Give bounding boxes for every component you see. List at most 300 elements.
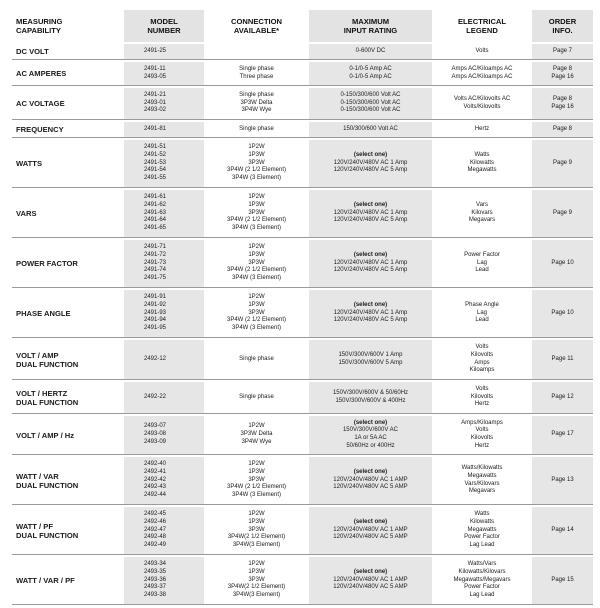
model-number-cell-line: 2493-01: [144, 99, 167, 106]
electrical-legend-cell-line: Megawatts: [467, 526, 497, 533]
header-measuring-line-1: MEASURING: [16, 17, 63, 26]
measuring-capability-cell: [12, 507, 124, 555]
connection-cell-line: 3P4W(2 1/2 Element): [227, 584, 286, 591]
order-info-cell-line: Page 7: [552, 47, 573, 54]
header-input-line-2: INPUT RATING: [343, 26, 398, 35]
measuring-capability-cell-line: DUAL FUNCTION: [16, 359, 79, 369]
input-rating-cell-line: 150V/300V/600V & 50/60Hz: [332, 389, 409, 396]
connection-cell-line: 3P4W (2 1/2 Element): [226, 167, 287, 174]
electrical-legend-cell-line: Megawatts: [467, 167, 497, 174]
measuring-capability-cell: [12, 290, 124, 338]
table-row: [12, 382, 593, 414]
header-model-line-2: NUMBER: [147, 26, 181, 35]
input-rating-cell-line: 120V/240V/480V AC 1 AMP: [333, 476, 408, 483]
order-info-cell-line: Page 17: [551, 431, 574, 438]
model-number-cell-line: 2491-72: [144, 251, 167, 258]
input-rating-cell-line: 150V/300V/600V 1 Amp: [338, 351, 403, 358]
input-rating-cell-line: 120V/240V/480V AC 5 Amp: [333, 167, 408, 174]
electrical-legend-cell-line: Phase Angle: [465, 301, 499, 308]
measuring-capability-cell: [12, 240, 124, 288]
model-number-cell-line: 2492-22: [144, 393, 167, 400]
measuring-capability-cell-line: WATT / PF: [16, 521, 53, 531]
connection-cell-line: 3P4W(3 Element): [232, 592, 281, 599]
electrical-legend-cell-line: Vars: [476, 201, 488, 208]
input-rating-cell-line: 120V/240V/480V AC 1 Amp: [333, 309, 408, 316]
order-info-cell: [532, 382, 593, 414]
measuring-capability-cell-line: VOLT / HERTZ: [16, 388, 68, 398]
electrical-legend-cell-line: Lag Lead: [469, 592, 495, 599]
measuring-capability-cell-line: DC VOLT: [16, 47, 49, 56]
electrical-legend-cell-line: Amps AC/Kiloamps AC: [451, 73, 513, 80]
measuring-capability-cell-line: VOLT / AMP / Hz: [16, 430, 75, 440]
electrical-legend-cell: [432, 416, 532, 455]
connection-cell-line: Single phase: [239, 355, 274, 362]
model-number-cell-line: 2491-61: [144, 194, 167, 201]
table-row: [12, 122, 593, 138]
measuring-capability-cell: [12, 382, 124, 414]
select-one-note: (select one): [353, 151, 388, 158]
model-number-cell-line: 2491-51: [144, 144, 167, 151]
model-number-cell: [124, 416, 204, 455]
model-number-cell-line: 2492-44: [144, 492, 167, 499]
measuring-capability-cell-line: WATT / VAR / PF: [16, 576, 75, 585]
model-number-cell-line: 2493-02: [144, 107, 167, 114]
model-number-cell-line: 2492-47: [144, 526, 167, 533]
electrical-legend-cell-line: Kilowatts/Kilovars: [458, 568, 506, 575]
order-info-cell: [532, 240, 593, 288]
input-rating-cell: [309, 290, 432, 338]
table-row: [12, 557, 593, 605]
model-number-cell-line: 2491-74: [144, 267, 167, 274]
electrical-legend-cell-line: Kilovolts: [470, 435, 494, 441]
order-info-cell: [532, 140, 593, 188]
electrical-legend-cell: [432, 88, 532, 120]
order-info-cell: [532, 290, 593, 338]
model-number-cell-line: 2491-91: [144, 294, 167, 301]
connection-cell-line: 3P3W Delta: [240, 99, 273, 106]
order-info-cell-line: Page 9: [552, 159, 573, 166]
model-number-cell-line: 2491-53: [144, 159, 167, 166]
order-info-cell: [532, 416, 593, 455]
model-number-cell-line: 2491-95: [144, 325, 167, 332]
electrical-legend-cell-line: Amps: [474, 359, 490, 366]
header-legend-line-1: ELECTRICAL: [457, 17, 507, 26]
connection-cell-line: 1P2W: [248, 511, 265, 518]
connection-cell-line: 3P4W (2 1/2 Element): [226, 317, 287, 324]
model-number-cell-line: 2493-09: [144, 438, 167, 445]
order-info-cell-line: Page 16: [551, 73, 574, 80]
measuring-capability-cell-line: DUAL FUNCTION: [16, 530, 79, 540]
connection-cell: [204, 507, 309, 555]
connection-cell-line: 3P4W (3 Element): [231, 325, 282, 332]
connection-cell: [204, 557, 309, 605]
order-info-cell: [532, 62, 593, 86]
connection-cell-line: 3P4W (2 1/2 Element): [226, 484, 287, 491]
connection-cell-line: Single phase: [239, 125, 274, 132]
connection-cell-line: 1P2W: [248, 144, 265, 151]
measuring-capability-cell-line: VARS: [16, 209, 37, 218]
model-number-cell-line: 2491-94: [144, 317, 167, 324]
electrical-legend-cell-line: Power Factor: [464, 251, 500, 258]
input-rating-cell-line: 150/300/600 Volt AC: [343, 125, 398, 132]
connection-cell-line: 3P3W: [248, 159, 265, 166]
measuring-capability-cell: [12, 122, 124, 138]
order-info-cell-line: Page 11: [551, 355, 574, 362]
connection-cell-line: 3P4W (3 Element): [231, 492, 282, 499]
product-selection-table: [12, 8, 593, 607]
input-rating-cell-line: 150V/300V/600V 5 Amp: [338, 359, 403, 366]
input-rating-cell-line: 120V/240V/480V AC 5 Amp: [333, 217, 408, 224]
connection-cell-line: 3P3W: [248, 209, 265, 216]
measuring-capability-cell-line: WATTS: [16, 159, 43, 168]
order-info-cell-line: Page 15: [551, 576, 574, 583]
input-rating-cell-line: 120V/240V/480V AC 1 AMP: [333, 526, 408, 533]
model-number-cell-line: 2492-41: [144, 468, 167, 475]
input-rating-cell-line: 150V/300V/600V AC: [342, 427, 399, 434]
model-number-cell: [124, 382, 204, 414]
model-number-cell-line: 2492-12: [144, 355, 167, 362]
select-one-note: (select one): [353, 251, 388, 258]
model-number-cell: [124, 190, 204, 238]
order-info-cell-line: Page 12: [551, 393, 574, 400]
connection-cell-line: 1P3W: [248, 518, 265, 525]
header-connection-line-1: CONNECTION: [230, 17, 283, 26]
connection-cell-line: 1P2W: [248, 194, 265, 201]
electrical-legend-cell-line: Watts: [474, 511, 490, 518]
electrical-legend-cell-line: Kilowatts: [469, 159, 494, 166]
table-row: [12, 240, 593, 288]
measuring-capability-cell-line: POWER FACTOR: [16, 259, 78, 268]
order-info-cell: [532, 44, 593, 60]
header-electrical-legend: [432, 10, 532, 42]
order-info-cell-line: Page 14: [551, 526, 574, 533]
connection-cell-line: 1P3W: [248, 201, 265, 208]
connection-cell: [204, 382, 309, 414]
measuring-capability-cell: [12, 340, 124, 380]
input-rating-cell: [309, 340, 432, 380]
electrical-legend-cell: [432, 290, 532, 338]
measuring-capability-cell: [12, 88, 124, 120]
electrical-legend-cell-line: Volts/Kilovolts: [463, 103, 501, 110]
electrical-legend-cell-line: Kilovars: [471, 209, 493, 216]
electrical-legend-cell-line: Watts/Kilowatts: [461, 465, 503, 472]
electrical-legend-cell-line: Volts: [475, 47, 489, 54]
connection-cell: [204, 457, 309, 505]
electrical-legend-cell-line: Volts AC/Kilovolts AC: [453, 95, 511, 102]
product-selection-table-container: [12, 8, 593, 607]
order-info-cell-line: Page 8: [552, 125, 573, 132]
electrical-legend-cell-line: Watts: [474, 151, 490, 158]
header-order-line-2: INFO.: [552, 26, 573, 35]
measuring-capability-cell-line: DUAL FUNCTION: [16, 480, 79, 490]
order-info-cell-line: Page 16: [551, 103, 574, 110]
connection-cell-line: 3P4W (2 1/2 Element): [226, 217, 287, 224]
connection-cell: [204, 190, 309, 238]
header-model-number: [124, 10, 204, 42]
model-number-cell-line: 2492-42: [144, 476, 167, 483]
input-rating-cell: [309, 507, 432, 555]
input-rating-cell-line: 120V/240V/480V AC 1 Amp: [333, 209, 408, 216]
order-info-cell: [532, 88, 593, 120]
connection-cell-line: 1P2W: [248, 423, 265, 430]
connection-cell-line: 1P3W: [248, 468, 265, 475]
table-row: [12, 44, 593, 60]
model-number-cell: [124, 88, 204, 120]
electrical-legend-cell-line: Hertz: [474, 442, 490, 449]
electrical-legend-cell: [432, 62, 532, 86]
electrical-legend-cell: [432, 340, 532, 380]
order-info-cell: [532, 557, 593, 605]
select-one-note: (select one): [353, 518, 388, 525]
electrical-legend-cell: [432, 190, 532, 238]
input-rating-cell-line: 50/60Hz or 400Hz: [346, 442, 395, 449]
electrical-legend-cell-line: Power Factor: [464, 534, 500, 541]
input-rating-cell: [309, 62, 432, 86]
table-row: [12, 290, 593, 338]
header-measuring-line-2: CAPABILITY: [16, 26, 61, 35]
model-number-cell-line: 2492-43: [144, 484, 167, 491]
connection-cell-line: 3P4W (3 Element): [231, 175, 282, 182]
measuring-capability-cell: [12, 416, 124, 455]
table-row: [12, 340, 593, 380]
measuring-capability-cell: [12, 140, 124, 188]
model-number-cell-line: 2492-45: [144, 511, 167, 518]
order-info-cell: [532, 507, 593, 555]
connection-cell-line: Single phase: [239, 393, 274, 400]
connection-cell-line: 1P3W: [248, 151, 265, 158]
header-order-line-1: ORDER: [548, 17, 577, 26]
measuring-capability-cell-line: AC VOLTAGE: [16, 99, 65, 108]
model-number-cell-line: 2491-21: [144, 91, 167, 98]
input-rating-cell: [309, 122, 432, 138]
electrical-legend-cell-line: Watts/Vars: [467, 561, 497, 568]
measuring-capability-cell-line: FREQUENCY: [16, 125, 64, 134]
electrical-legend-cell-line: Megavars: [468, 488, 496, 495]
measuring-capability-cell: [12, 457, 124, 505]
electrical-legend-cell: [432, 44, 532, 60]
connection-cell-line: Single phase: [239, 91, 274, 98]
order-info-cell-line: Page 8: [552, 65, 573, 72]
order-info-cell-line: Page 9: [552, 209, 573, 216]
select-one-note: (select one): [353, 419, 388, 426]
input-rating-cell: [309, 88, 432, 120]
connection-cell: [204, 122, 309, 138]
measuring-capability-cell: [12, 190, 124, 238]
measuring-capability-cell: [12, 62, 124, 86]
connection-cell: [204, 62, 309, 86]
electrical-legend-cell-line: Lag: [476, 309, 487, 316]
input-rating-cell-line: 120V/240V/480V AC 5 AMP: [333, 534, 408, 541]
model-number-cell-line: 2491-62: [144, 201, 167, 208]
model-number-cell-line: 2491-52: [144, 151, 167, 158]
model-number-cell-line: 2492-46: [144, 518, 167, 525]
connection-cell-line: 3P4W(3 Element): [232, 542, 281, 549]
electrical-legend-cell-line: Vars/Kilovars: [464, 480, 500, 487]
select-one-note: (select one): [353, 468, 388, 475]
model-number-cell-line: 2491-92: [144, 301, 167, 308]
electrical-legend-cell: [432, 140, 532, 188]
input-rating-cell-line: 0-150/300/600 Volt AC: [340, 99, 401, 106]
electrical-legend-cell-line: Amps AC/Kiloamps AC: [451, 65, 513, 72]
measuring-capability-cell: [12, 44, 124, 60]
model-number-cell-line: 2493-38: [144, 592, 167, 599]
connection-cell-line: 3P3W: [248, 526, 265, 533]
model-number-cell: [124, 62, 204, 86]
input-rating-cell-line: 120V/240V/480V AC 1 AMP: [333, 576, 408, 583]
table-row: [12, 507, 593, 555]
electrical-legend-cell: [432, 122, 532, 138]
model-number-cell-line: 2491-64: [144, 217, 167, 224]
electrical-legend-cell-line: Volts: [475, 427, 489, 434]
input-rating-cell-line: 0-1/0-5 Amp AC: [349, 73, 392, 80]
connection-cell-line: 1P3W: [248, 251, 265, 258]
model-number-cell: [124, 140, 204, 188]
connection-cell-line: 3P4W (3 Element): [231, 225, 282, 232]
measuring-capability-cell: [12, 557, 124, 605]
model-number-cell: [124, 122, 204, 138]
input-rating-cell: [309, 44, 432, 60]
measuring-capability-cell-line: AC AMPERES: [16, 69, 67, 78]
connection-cell-line: 3P3W Delta: [240, 431, 273, 438]
table-row: [12, 190, 593, 238]
model-number-cell-line: 2491-65: [144, 225, 167, 232]
input-rating-cell-line: 120V/240V/480V AC 1 Amp: [333, 159, 408, 166]
connection-cell: [204, 340, 309, 380]
electrical-legend-cell-line: Amps/Kiloamps: [461, 419, 503, 426]
table-row: [12, 88, 593, 120]
electrical-legend-cell-line: Kilowatts: [469, 518, 494, 525]
model-number-cell-line: 2493-08: [144, 431, 167, 438]
connection-cell: [204, 44, 309, 60]
connection-cell-line: 1P3W: [248, 301, 265, 308]
electrical-legend-cell: [432, 457, 532, 505]
table-row: [12, 457, 593, 505]
electrical-legend-cell-line: Kilovolts: [470, 351, 494, 358]
connection-cell-line: Single phase: [239, 65, 274, 72]
input-rating-cell: [309, 557, 432, 605]
model-number-cell: [124, 457, 204, 505]
header-connection-line-2: AVAILABLE*: [233, 26, 280, 35]
connection-cell-line: 1P2W: [248, 244, 265, 251]
input-rating-cell: [309, 416, 432, 455]
connection-cell: [204, 416, 309, 455]
electrical-legend-cell: [432, 382, 532, 414]
connection-cell-line: 1P3W: [248, 568, 265, 575]
electrical-legend-cell: [432, 507, 532, 555]
measuring-capability-cell-line: VOLT / AMP: [16, 350, 59, 360]
electrical-legend-cell-line: Megavars: [468, 217, 496, 224]
input-rating-cell-line: 150V/300V/600V & 400Hz: [335, 397, 406, 404]
input-rating-cell-line: 0-1/0-5 Amp AC: [349, 65, 392, 72]
electrical-legend-cell-line: Volts: [475, 344, 489, 351]
model-number-cell-line: 2493-34: [144, 561, 167, 568]
input-rating-cell-line: 120V/240V/480V AC 1 Amp: [333, 259, 408, 266]
header-connection-available: [204, 10, 309, 42]
order-info-cell-line: Page 13: [551, 476, 574, 483]
order-info-cell: [532, 340, 593, 380]
electrical-legend-cell-line: Kiloamps: [469, 367, 495, 374]
input-rating-cell-line: 0-150/300/600 Volt AC: [340, 107, 401, 114]
input-rating-cell-line: 120V/240V/480V AC 5 Amp: [333, 267, 408, 274]
model-number-cell: [124, 340, 204, 380]
input-rating-cell-line: 120V/240V/480V AC 5 AMP: [333, 484, 408, 491]
input-rating-cell: [309, 240, 432, 288]
connection-cell-line: 3P4W (2 1/2 Element): [226, 267, 287, 274]
model-number-cell-line: 2491-75: [144, 275, 167, 282]
model-number-cell-line: 2491-11: [144, 65, 166, 72]
input-rating-cell-line: 120V/240V/480V AC 5 Amp: [333, 317, 408, 324]
select-one-note: (select one): [353, 201, 388, 208]
model-number-cell: [124, 557, 204, 605]
model-number-cell: [124, 507, 204, 555]
input-rating-cell: [309, 190, 432, 238]
model-number-cell-line: 2493-36: [144, 576, 167, 583]
table-row: [12, 140, 593, 188]
input-rating-cell-line: 1A or 5A AC: [354, 435, 387, 441]
model-number-cell-line: 2491-73: [144, 259, 167, 266]
model-number-cell-line: 2493-07: [144, 423, 167, 430]
input-rating-cell: [309, 382, 432, 414]
order-info-cell: [532, 122, 593, 138]
electrical-legend-cell-line: Megawatts: [467, 472, 497, 479]
model-number-cell-line: 2491-54: [144, 167, 167, 174]
connection-cell-line: 1P2W: [248, 461, 265, 468]
connection-cell-line: 3P3W: [248, 576, 265, 583]
header-measuring-capability: [12, 10, 124, 42]
connection-cell-line: 3P3W: [248, 476, 265, 483]
model-number-cell-line: 2492-49: [144, 542, 167, 549]
connection-cell: [204, 140, 309, 188]
connection-cell-line: 3P3W: [248, 259, 265, 266]
order-info-cell-line: Page 10: [551, 259, 574, 266]
electrical-legend-cell-line: Lag Lead: [469, 542, 495, 549]
connection-cell-line: 3P4W Wye: [241, 107, 272, 114]
input-rating-cell-line: 120V/240V/480V AC 5 AMP: [333, 584, 408, 591]
input-rating-cell-line: 0-600V DC: [355, 47, 386, 54]
header-maximum-input-rating: [309, 10, 432, 42]
electrical-legend-cell: [432, 557, 532, 605]
connection-cell: [204, 88, 309, 120]
model-number-cell: [124, 44, 204, 60]
header-order-info: [532, 10, 593, 42]
model-number-cell-line: 2491-71: [144, 244, 167, 251]
model-number-cell-line: 2492-48: [144, 534, 167, 541]
order-info-cell-line: Page 10: [551, 309, 574, 316]
electrical-legend-cell-line: Hertz: [474, 125, 490, 132]
header-input-line-1: MAXIMUM: [351, 17, 390, 26]
model-number-cell-line: 2491-81: [144, 125, 167, 132]
header-legend-line-2: LEGEND: [466, 26, 498, 35]
connection-cell-line: Three phase: [239, 73, 274, 80]
select-one-note: (select one): [353, 301, 388, 308]
measuring-capability-cell-line: WATT / VAR: [16, 471, 59, 481]
table-header-row: [12, 10, 593, 42]
model-number-cell-line: 2491-25: [144, 47, 167, 54]
connection-cell-line: 1P2W: [248, 561, 265, 568]
order-info-cell: [532, 457, 593, 505]
model-number-cell-line: 2493-35: [144, 568, 167, 575]
model-number-cell-line: 2491-93: [144, 309, 167, 316]
connection-cell-line: 3P3W: [248, 309, 265, 316]
connection-cell: [204, 240, 309, 288]
table-row: [12, 416, 593, 455]
electrical-legend-cell-line: Volts: [475, 385, 489, 392]
electrical-legend-cell-line: Kilovolts: [470, 393, 494, 400]
electrical-legend-cell-line: Lead: [475, 267, 489, 274]
electrical-legend-cell-line: Megawatts/Megavars: [453, 576, 511, 583]
measuring-capability-cell-line: PHASE ANGLE: [16, 309, 71, 318]
table-row: [12, 62, 593, 86]
